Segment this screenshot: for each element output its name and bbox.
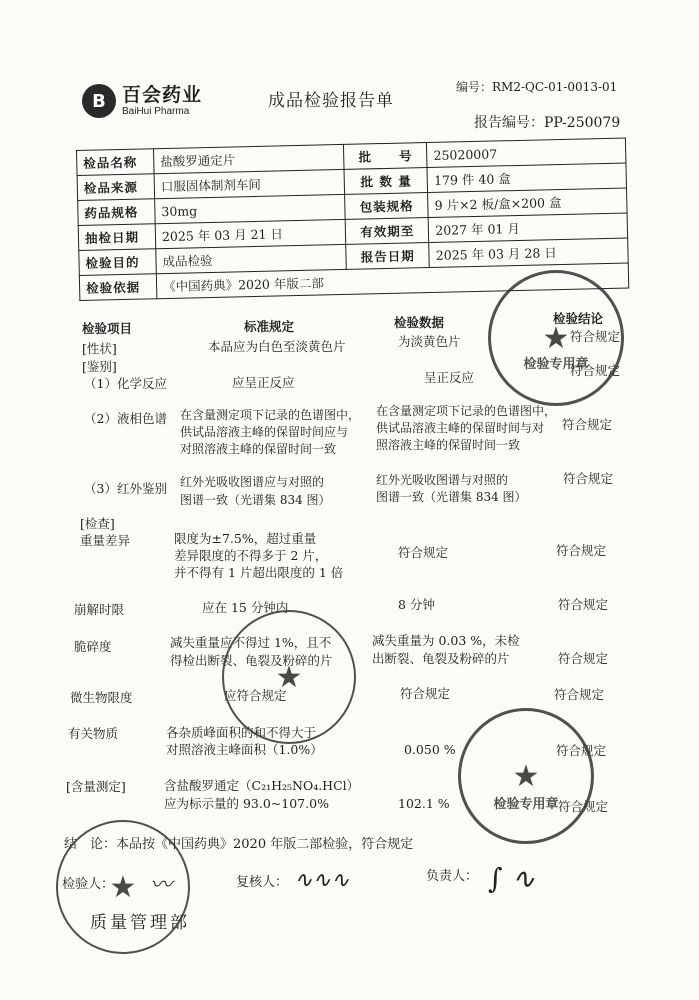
test-conclusion: 符合规定 [562,417,613,432]
test-conclusion: 符合规定 [570,329,621,344]
reviewer-label: 复核人： [236,875,289,890]
stamp-label: 检验专用章 [493,797,559,812]
logo-mark-icon: B [82,84,116,118]
test-conclusion: 符合规定 [563,471,614,486]
col-header-standard: 标准规定 [244,319,295,334]
col-header-data: 检验数据 [394,315,445,330]
qc-stamp-bottom [458,708,594,844]
test-conclusion: 符合规定 [570,363,621,378]
test-standard: 应呈正反应 [232,375,295,390]
test-conclusion: 符合规定 [554,687,605,702]
test-standard-line: 差异限度的不得多于 2 片， [174,548,328,563]
test-data: 102.1 % [398,796,450,811]
test-label: [含量测定] [66,779,126,794]
test-standard-line: 限度为±7.5%，超过重量 [174,531,317,546]
cell-label: 抽检日期 [78,224,156,251]
test-data-line: 在含量测定项下记录的色谱图中， [376,404,557,418]
test-standard-line: 对照溶液主峰的保留时间一致 [180,442,337,456]
company-logo [82,84,202,118]
department-name: 质量管理部 [90,913,190,933]
qc-stamp-top [488,270,624,406]
test-data: 符合规定 [400,686,451,701]
test-section-label: [检查] [80,516,115,531]
test-standard-line: 红外光吸收图谱应与对照的 [180,475,325,489]
test-section-label: [鉴别] [82,359,117,374]
company-name-en: BaiHui Pharma [122,105,190,117]
test-data-line: 红外光吸收图谱与对照的 [376,473,509,487]
company-name-cn: 百会药业 [122,83,203,106]
test-standard-line: 在含量测定项下记录的色谱图中， [180,408,361,422]
test-label: [性状] [82,341,117,356]
star-icon: ★ [275,659,303,695]
cell-label: 检验目的 [79,249,157,276]
test-label: 有关物质 [68,726,119,741]
test-label: （2）液相色谱 [84,411,167,426]
responsible-signature-icon: ∫ ∿ [488,862,535,895]
cell-label: 批 号 [344,143,428,170]
test-standard-line: 对照溶液主峰面积（1.0%） [166,742,323,757]
inspector-signature-icon: 〰 [150,873,173,898]
test-data-line: 出断裂、龟裂及粉碎的片 [372,651,510,666]
cell-label: 药品规格 [78,199,156,226]
test-standard-line: 各杂质峰面积的和不得大于 [166,725,317,740]
cell-package: 9 片×2 板/盒×200 盒 [428,188,627,218]
test-standard-line: 应为标示量的 93.0~107.0% [164,796,329,811]
star-icon: ★ [109,869,137,905]
third-party-stamp [222,610,356,744]
test-standard-line: 图谱一致（光谱集 834 图） [180,493,331,507]
reviewer-signature-icon: ∿∿∿ [294,868,350,893]
responsible-label: 负责人： [426,869,479,884]
test-data: 8 分钟 [398,597,435,612]
test-data: 0.050 % [404,742,456,757]
cell-label: 检验依据 [79,274,157,301]
test-data: 呈正反应 [424,370,475,385]
cell-label: 检品来源 [77,174,155,201]
test-label: 崩解时限 [74,602,125,617]
cell-basis: 《中国药典》2020 年版二部 [156,263,628,299]
test-data: 符合规定 [398,545,449,560]
col-header-conclusion: 检验结论 [553,311,604,326]
cell-expiry: 2027 年 01 月 [428,213,627,243]
cell-product-name: 盐酸罗通定片 [153,144,344,173]
inspector-label: 检验人： [62,877,115,892]
test-standard: 应符合规定 [224,688,287,703]
test-standard-line: 并不得有 1 片超出限度的 1 倍 [174,565,344,580]
test-label: 脆碎度 [74,639,112,654]
cell-sampling-date: 2025 年 03 月 21 日 [155,219,346,248]
cell-source: 口服固体制剂车间 [154,169,345,198]
star-icon: ★ [542,320,570,356]
test-conclusion: 符合规定 [556,743,607,758]
test-label: （3）红外鉴别 [84,481,167,496]
form-number: 编号：RM2-QC-01-0013-01 [456,80,618,94]
test-standard-line: 供试品溶液主峰的保留时间应与 [180,425,349,439]
test-standard: 应在 15 分钟内 [202,600,289,615]
test-conclusion: 符合规定 [558,799,609,814]
test-conclusion: 符合规定 [558,651,609,666]
cell-label: 批 数 量 [344,168,428,195]
quality-dept-stamp [56,820,190,954]
test-data-line: 供试品溶液主峰的保留时间与对 [376,421,545,435]
cell-label: 有效期至 [345,218,429,245]
test-conclusion: 符合规定 [558,597,609,612]
col-header-item: 检验项目 [82,321,133,336]
test-data: 为淡黄色片 [398,334,461,349]
report-number: 报告编号：PP-250079 [474,115,621,131]
test-label: 重量差异 [80,533,131,548]
cell-label: 检品名称 [77,149,155,176]
test-conclusion: 符合规定 [556,543,607,558]
test-data-line: 图谱一致（光谱集 834 图） [376,490,527,504]
cell-spec: 30mg [155,194,346,223]
cell-purpose: 成品检验 [156,244,347,273]
test-standard-line: 得检出断裂、龟裂及粉碎的片 [170,653,333,668]
cell-report-date: 2025 年 03 月 28 日 [429,238,628,268]
cell-label: 包装规格 [345,193,429,220]
stamp-label: 检验专用章 [523,357,589,372]
document-title: 成品检验报告单 [268,91,394,111]
test-standard-line: 含盐酸罗通定（C₂₁H₂₅NO₄.HCl） [164,778,360,793]
test-standard: 本品应为白色至淡黄色片 [208,339,346,354]
test-label: 微生物限度 [70,690,133,705]
test-data-line: 减失重量为 0.03 %，未检 [372,633,520,648]
final-conclusion: 结 论：本品按《中国药典》2020 年版二部检验，符合规定 [64,837,414,852]
cell-quantity: 179 件 40 盒 [427,163,626,193]
test-data-line: 照溶液主峰的保留时间一致 [376,438,521,452]
test-standard-line: 减失重量应不得过 1%，且不 [170,635,332,650]
cell-label: 报告日期 [346,243,430,270]
cell-batch: 25020007 [427,138,626,168]
test-label: （1）化学反应 [84,376,167,391]
star-icon: ★ [512,758,540,794]
